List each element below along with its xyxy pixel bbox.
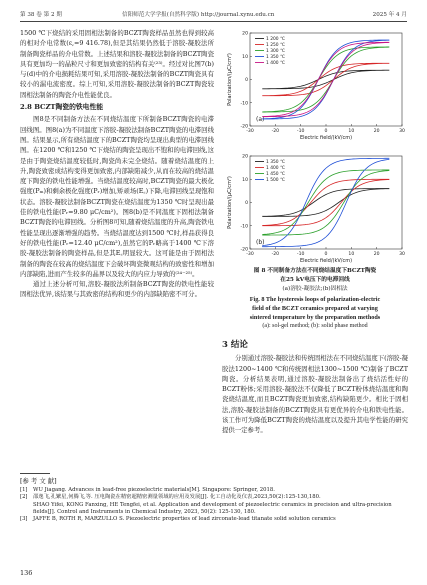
hysteresis-chart-a (222, 28, 408, 146)
legend-label: 1 450 ℃ (266, 172, 285, 177)
caption-en-line: sintered temperature by the preparation methods (249, 314, 381, 322)
page-number: 136 (20, 569, 33, 577)
x-axis-label: Electric field/(kV/cm) (299, 258, 353, 264)
caption-en-line: Fig. 8 The hysteresis loops of polarization-electric (249, 295, 381, 303)
y-tick-label: -10 (240, 101, 248, 107)
panel-label: (a) (256, 116, 265, 123)
y-tick-label: 10 (242, 177, 248, 183)
x-tick-label: -30 (246, 129, 254, 134)
y-tick-label: -10 (240, 224, 248, 230)
legend-label: 1 400 ℃ (266, 61, 285, 66)
paragraph: 1500 ℃下烧结的采用固相法制备的BCZT陶瓷样品虽然也得到较高的相对介电常数(ε,=9 416.78),但是其结果仍然低于溶胶-凝胶法所制备陶瓷样品的介电常数。上述结果和溶胶-凝胶法制备的BCZT陶瓷具有更加均一的晶粒尺寸和更加致密的结构有关⁽²³⁾。经过对比图7(b)与(d)中的介电损耗结果可知,采用溶胶-凝胶法制备的BCZT陶瓷具有较小的漏电流密度。综上可知,采用溶胶-凝胶法制备的BCZT陶瓷较固相法制备的陶瓷介电性能优良。 (20, 29, 214, 99)
x-tick-label: 10 (348, 129, 355, 134)
caption-cn-sub: (a)溶胶-凝胶法;(b)固相法 (282, 286, 348, 293)
reference-item (20, 494, 408, 501)
caption-en-sub: (a): sol-gel method; (b): solid phase method (262, 323, 368, 330)
reference-text: SHAO Yifei, KONG Fanxing, HE Tengfei, et al. Application and development of piezoelectric ceramics in precision and ultra-precision fields[J]. Control and Instruments in Chemical Industry, 2023, 50(2): 125-130, 180. (33, 501, 392, 515)
x-tick-label: -10 (296, 129, 305, 134)
x-tick-label: -10 (296, 252, 305, 257)
x-tick-label: -20 (271, 252, 280, 257)
legend-label: 1 350 ℃ (266, 55, 285, 60)
legend-label: 1 500 ℃ (266, 178, 285, 183)
x-tick-label: 20 (373, 252, 380, 257)
x-tick-label: 0 (324, 252, 328, 257)
right-column (222, 340, 408, 436)
volume-issue: 第 38 卷 第 2 期 (20, 12, 62, 18)
y-tick-label: 0 (245, 78, 248, 84)
x-tick-label: 30 (399, 252, 405, 257)
x-tick-label: 30 (399, 129, 405, 134)
caption-cn-line: 在25 kV电压下的电滞回线 (280, 277, 350, 284)
legend-label: 1 300 ℃ (266, 49, 285, 54)
x-tick-label: 10 (348, 252, 355, 257)
paragraph: 分别通过溶胶-凝胶法和传统固相法在不同烧结温度下(溶胶-凝胶法1200~1400 ℃和传统固相法1300~1500 ℃)制备了BCZT陶瓷。分析结果表明,通过溶胶-凝胶法制备出了烧结活性好的BCZT粉体;采用溶胶-凝胶法不仅降低了BCZT粉体烧结温度和陶瓷烧结温度,而且BCZT陶瓷更加致密,结构缺陷更少。相比于固相法,溶胶-凝胶法制备的BCZT陶瓷具有更优异的介电和铁电性能。该工作可为降低BCZT陶瓷的烧结温度以及提升其电学性能的研究提供一定参考。 (222, 354, 408, 435)
references (20, 478, 408, 523)
reference-item (20, 516, 408, 523)
legend-label: 1 350 ℃ (266, 160, 285, 165)
issue-date: 2025 年 4 月 (372, 12, 407, 18)
legend-label: 1 400 ℃ (266, 166, 285, 171)
reference-rule (20, 473, 50, 474)
y-tick-label: 20 (242, 154, 248, 160)
reference-text: 邵逸飞,孔繁星,何腾飞,等. 压电陶瓷在精密超精密测量领域的应用及发展[J]. 化工自动化及仪表,2023,50(2):125-130,180. (33, 494, 321, 501)
figure-caption (222, 267, 408, 331)
section-heading: 2.8 BCZT陶瓷的铁电性能 (20, 103, 104, 112)
x-tick-label: 20 (373, 129, 380, 134)
legend-label: 1 250 ℃ (266, 43, 285, 48)
y-tick-label: -20 (240, 124, 248, 130)
y-tick-label: 20 (242, 31, 248, 37)
section-heading-conclusion: 3 结论 (222, 340, 248, 350)
legend-label: 1 200 ℃ (266, 37, 285, 42)
y-tick-label: 0 (245, 201, 248, 207)
reference-number: [2] (20, 494, 28, 501)
y-tick-label: 10 (242, 54, 248, 60)
hysteresis-chart-b (222, 151, 408, 269)
y-axis-label: Polarization/(μC/cm²) (227, 53, 233, 106)
caption-cn-line: 图 8 不同制备方法在不同烧结温度下BCZT陶瓷 (253, 268, 377, 274)
figure-8 (222, 28, 408, 269)
x-axis-label: Electric field/(kV/cm) (299, 135, 353, 141)
x-tick-label: -30 (246, 252, 254, 257)
reference-text: WU Jiagang. Advances in lead-free piezoelectric materials[M]. Singapore: Springer, 2018. (33, 487, 275, 494)
panel-label: (b) (256, 239, 265, 246)
journal-name: 信阳师范大学学报(自然科学版) http://journal.xynu.edu.cn (122, 12, 275, 18)
paragraph: 图8是不同制备方法在不同烧结温度下所制备BCZT陶瓷的电滞回线图。图8(a)为不同温度下溶胶-凝胶法制备BCZT陶瓷的电滞回线图。结果显示,所有烧结温度下的BCZT陶瓷均呈现出典型的电滞回线图。在1200 ℃和1250 ℃下烧结的陶瓷呈现出不饱和的电滞回线,这是由于陶瓷烧结温度较低时,陶瓷尚未完全烧结。随着烧结温度的上升,陶瓷致密成结构变得更加致密,内部缺陷减少,从而在较高的烧结温度下陶瓷的铁电性能增强。当烧结温度较高时,BCZT陶瓷的最大极化强度(Pₘ)和剩余极化强度(Pᵣ)增加,矫顽场(E꜀)下降,电滞回线呈现饱和状态。溶胶-凝胶法制备BCZT陶瓷在烧结温度为1350 ℃时呈现出最佳的铁电性能(Pᵣ=9.80 μC/cm²)。图8(b)是不同温度下固相法制备BCZT陶瓷的电滞回线。分析图8可知,随着烧结温度的升高,陶瓷铁电性能呈现出逐渐增强的趋势。当烧结温度达到1500 ℃时,样品获得良好的铁电性能(Pᵣ=12.40 μC/cm²),虽然它的Pᵣ略高于1400 ℃下溶胶-凝胶法制备的陶瓷样品,但是其E꜀明显较大。这可能是由于固相法制备的陶瓷在较高的烧结温度下会破坏陶瓷微观结构的致密性和增加内部缺陷,进而产生较多的晶界以及较大的内应力导致的⁽²⁴⁻²⁵⁾。 (20, 115, 215, 278)
x-tick-label: -20 (271, 129, 280, 134)
reference-text: JAFFE B, ROTH R, MARZULLO S. Piezoelectric properties of lead zirconate-lead titanate solid solution ceramics (33, 516, 336, 523)
left-column (20, 28, 214, 300)
caption-en-line: field of the BCZT ceramics prepared at varying (252, 304, 378, 312)
header-rule (20, 21, 407, 22)
reference-number: [3] (20, 516, 28, 523)
y-tick-label: -20 (240, 247, 248, 253)
references-title: [参 考 文 献] (20, 477, 57, 485)
x-tick-label: 0 (324, 129, 328, 134)
reference-number: [1] (20, 487, 28, 494)
reference-item (20, 502, 408, 516)
reference-number (20, 502, 33, 516)
paragraph: 通过上述分析可知,溶胶-凝胶法所制备BCZT陶瓷的铁电性能较固相法优异,该结果与其致密的结构和更少的内部缺陷密不可分。 (20, 280, 214, 299)
y-axis-label: Polarization/(μC/cm²) (227, 176, 233, 229)
